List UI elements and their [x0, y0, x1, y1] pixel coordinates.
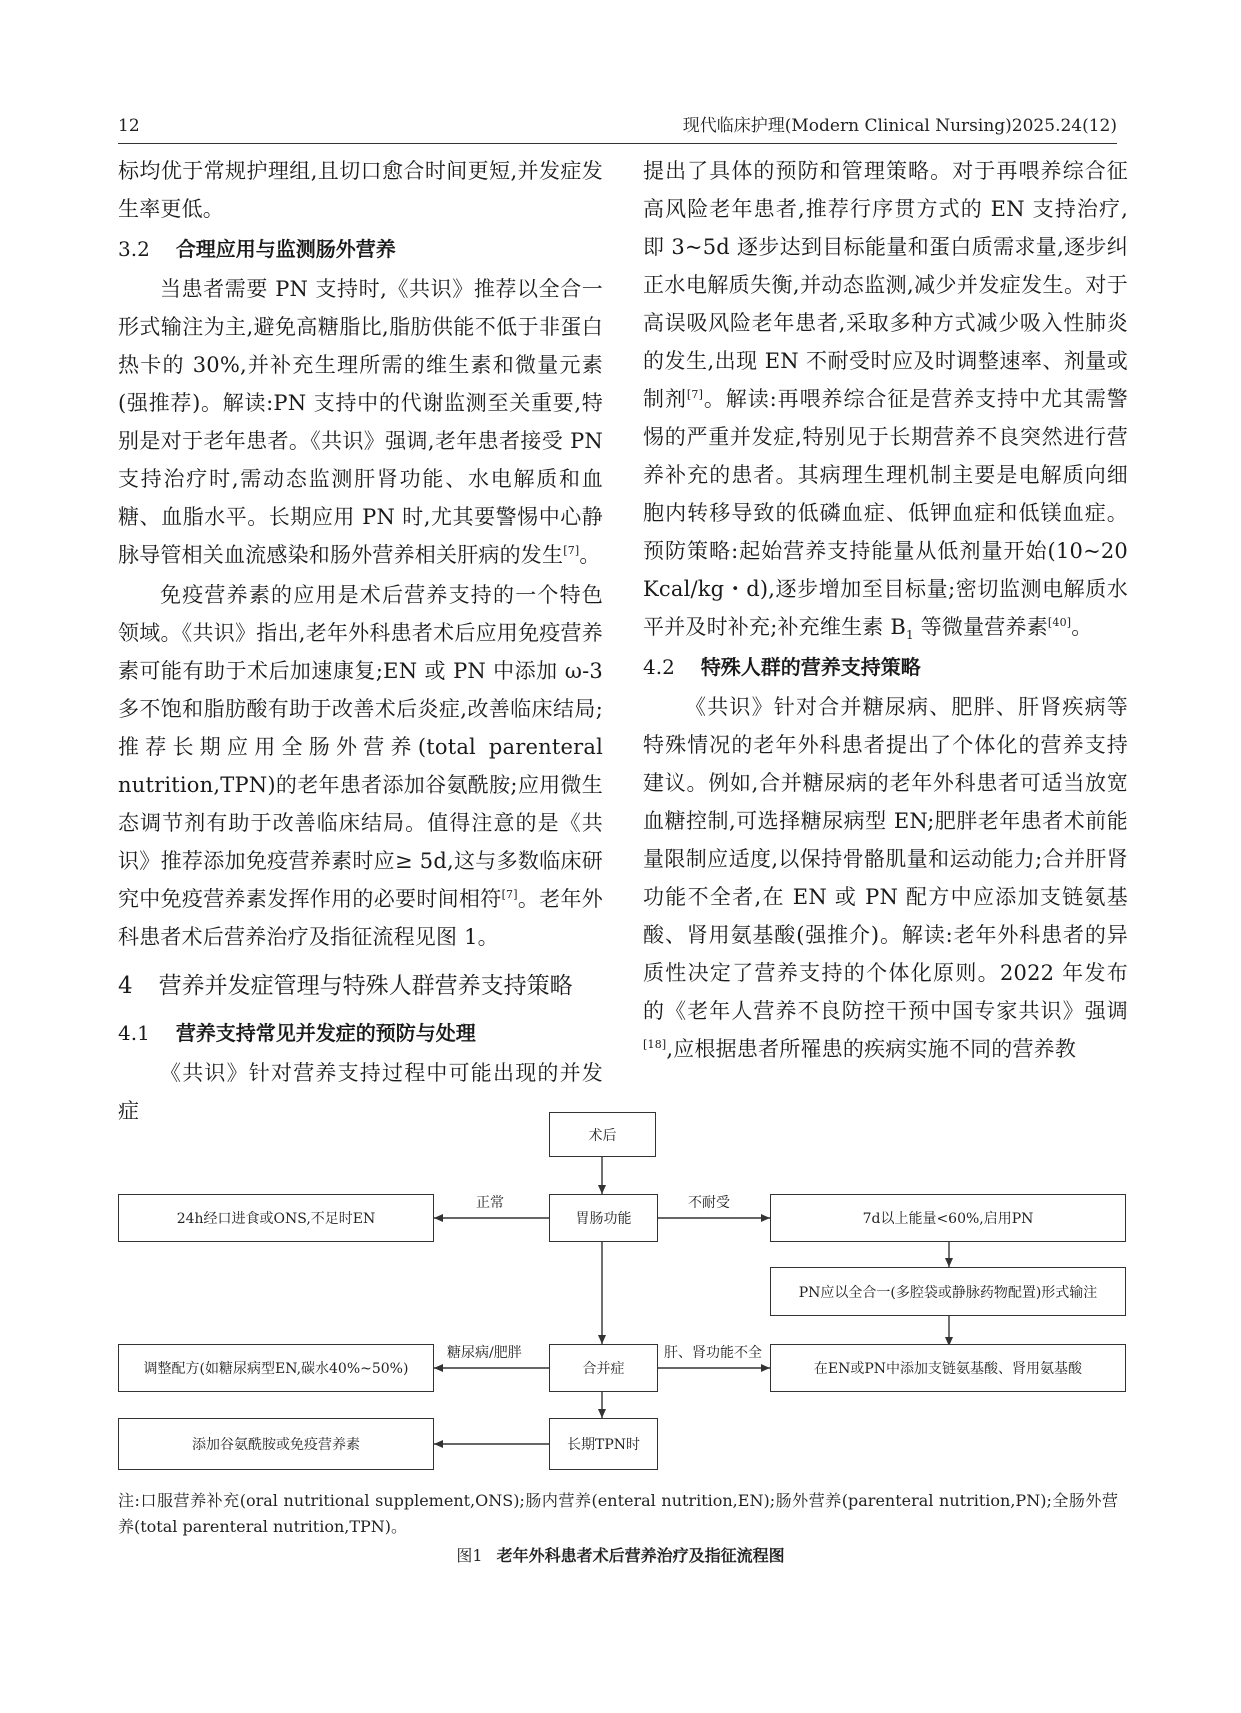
- left-column: [118, 152, 603, 1130]
- edge-label-diabetes-obesity: 糖尿病/肥胖: [447, 1345, 522, 1361]
- section-heading-4-2: [643, 648, 1128, 686]
- paragraph-refeeding: [643, 152, 1128, 646]
- citation: [7]: [501, 888, 518, 901]
- header-rule: [118, 143, 1117, 144]
- paragraph-text: 免疫营养素的应用是术后营养支持的一个特色领域。《共识》指出,老年外科患者术后应用免疫营养素可能有助于术后加速康复;EN 或 PN 中添加 ω-3 多不饱和脂肪酸有助于改善术后炎症,改善临床结局;推荐长期应用全肠外营养(total parenteral nutrition,TPN)的老年患者添加谷氨酰胺;应用微生态调节剂有助于改善临床结局。值得注意的是《共识》推荐添加免疫营养素时应≥ 5d,这与多数临床研究中免疫营养素发挥作用的必要时间相符: [118, 583, 603, 911]
- paragraph-text: 当患者需要 PN 支持时,《共识》推荐以全合一形式输注为主,避免高糖脂比,脂肪供能不低于非蛋白热卡的 30%,并补充生理所需的维生素和微量元素(强推荐)。解读:PN 支持中的代谢监测至关重要,特别是对于老年患者。《共识》强调,老年患者接受 PN 支持治疗时,需动态监测肝肾功能、水电解质和血糖、血脂水平。长期应用 PN 时,尤其要警惕中心静脉导管相关血流感染和肠外营养相关肝病的发生: [118, 277, 603, 567]
- node-adjust-formula: 调整配方(如糖尿病型EN,碳水40%~50%): [118, 1344, 434, 1392]
- paragraph-end: 。: [1071, 615, 1093, 639]
- citation: [18]: [643, 1038, 667, 1051]
- node-postop: 术后: [549, 1112, 656, 1157]
- node-glutamine: 添加谷氨酰胺或免疫营养素: [118, 1418, 434, 1470]
- section-number: 4.2: [643, 655, 675, 679]
- paragraph-text: 。解读:再喂养综合征是营养支持中尤其需警惕的严重并发症,特别见于长期营养不良突然进行营养补充的患者。其病理生理机制主要是电解质向细胞内转移导致的低磷血症、低钾血症和低镁血症。预防策略:起始营养支持能量从低剂量开始(10~20 Kcal/kg・d),逐步增加至目标量;密切监测电解质水平并及时补充;补充维生素 B: [643, 387, 1128, 639]
- paragraph-text: ,应根据患者所罹患的疾病实施不同的营养教: [666, 1037, 1077, 1061]
- paragraph-complications: 《共识》针对营养支持过程中可能出现的并发症: [118, 1061, 603, 1123]
- paragraph-special-populations: [643, 688, 1128, 1068]
- node-bcaa: 在EN或PN中添加支链氨基酸、肾用氨基酸: [770, 1344, 1126, 1392]
- paragraph-text: 《共识》针对合并糖尿病、肥胖、肝肾疾病等特殊情况的老年外科患者提出了个体化的营养支持建议。例如,合并糖尿病的老年外科患者可适当放宽血糖控制,可选择糖尿病型 EN;肥胖老年患者术前能量限制应适度,以保持骨骼肌量和运动能力;合并肝肾功能不全者,在 EN 或 PN 配方中应添加支链氨基酸、肾用氨基酸(强推介)。解读:老年外科患者的异质性决定了营养支持的个体化原则。2022 年发布的《老年人营养不良防控干预中国专家共识》强调: [643, 695, 1128, 1023]
- section-heading-3-2: [118, 230, 603, 268]
- flowchart-figure: [0, 1100, 1241, 1480]
- figure-note: 注:口服营养补充(oral nutritional supplement,ONS);肠内营养(enteral nutrition,EN);肠外营养(parenteral nutrition,PN);全肠外营养(total parenteral nutrition,TPN)。: [118, 1491, 1118, 1536]
- paragraph-text: 。老年外科患者术后营养治疗及指征流程见图 1。: [118, 887, 603, 949]
- figure-title: 老年外科患者术后营养治疗及指征流程图: [496, 1546, 785, 1565]
- section-title: 合理应用与监测肠外营养: [175, 237, 396, 261]
- section-number: 3.2: [118, 237, 150, 261]
- right-column: [643, 152, 1128, 1068]
- section-title: 特殊人群的营养支持策略: [700, 655, 921, 679]
- figure-number: 图1: [456, 1546, 483, 1565]
- section-heading-4-1: [118, 1014, 603, 1052]
- section-title: 营养并发症管理与特殊人群营养支持策略: [158, 973, 573, 999]
- citation: [7]: [686, 388, 704, 401]
- paragraph-text: 等微量营养素: [913, 615, 1048, 639]
- journal-header: 现代临床护理(Modern Clinical Nursing)2025.24(12): [682, 116, 1117, 136]
- citation: [40]: [1047, 616, 1072, 629]
- node-pn-allinone: PN应以全合一(多腔袋或静脉药物配置)形式输注: [770, 1267, 1126, 1316]
- subscript: 1: [905, 628, 914, 643]
- paragraph-immunonutrition: [118, 576, 603, 956]
- paragraph-pn: [118, 270, 603, 574]
- section-number: 4.1: [118, 1021, 150, 1045]
- edge-label-liver-kidney: 肝、肾功能不全: [664, 1345, 762, 1361]
- figure-caption: [0, 1543, 1241, 1569]
- edge-label-normal: 正常: [476, 1195, 504, 1211]
- node-oral-intake: 24h经口进食或ONS,不足时EN: [118, 1194, 434, 1242]
- citation: [7]: [563, 544, 580, 557]
- section-title: 营养支持常见并发症的预防与处理: [175, 1021, 476, 1045]
- section-number: 4: [118, 973, 133, 999]
- paragraph-end: 。: [579, 543, 601, 567]
- page-number: 12: [118, 116, 140, 136]
- edge-label-intolerant: 不耐受: [688, 1195, 730, 1211]
- node-gi-function: 胃肠功能: [549, 1194, 658, 1242]
- paragraph-continued: 标均优于常规护理组,且切口愈合时间更短,并发症发生率更低。: [118, 159, 603, 221]
- section-heading-4: [118, 966, 603, 1006]
- node-long-tpn: 长期TPN时: [549, 1418, 658, 1470]
- paragraph-text: 提出了具体的预防和管理策略。对于再喂养综合征高风险老年患者,推荐行序贯方式的 EN 支持治疗,即 3~5d 逐步达到目标能量和蛋白质需求量,逐步纠正水电解质失衡,并动态监测,减少并发症发生。对于高误吸风险老年患者,采取多种方式减少吸入性肺炎的发生,出现 EN 不耐受时应及时调整速率、剂量或制剂: [643, 159, 1128, 411]
- node-complication: 合并症: [549, 1344, 658, 1392]
- node-pn-start: 7d以上能量<60%,启用PN: [770, 1194, 1126, 1242]
